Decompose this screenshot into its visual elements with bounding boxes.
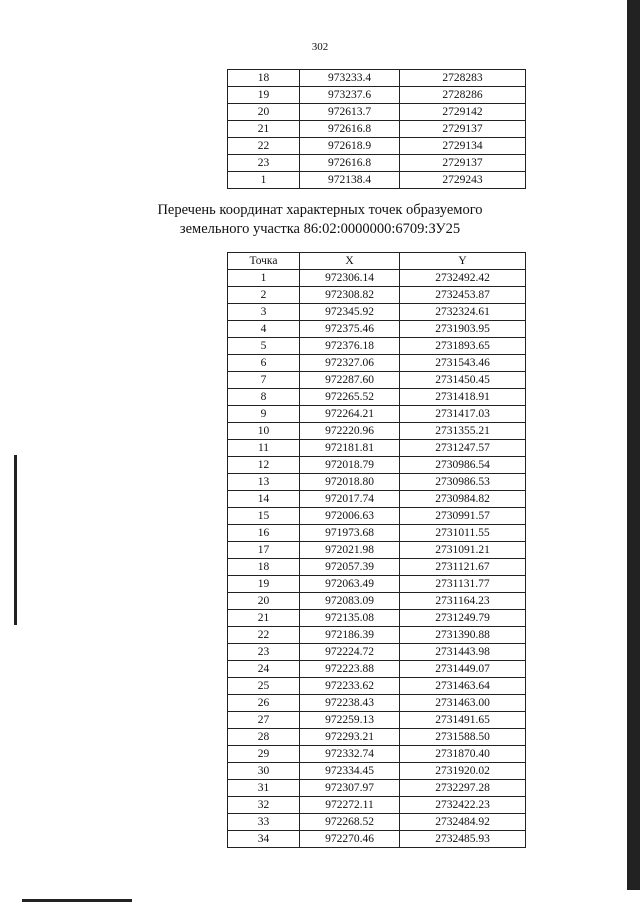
page-number: 302: [311, 41, 329, 53]
y-cell: 2732297.28: [400, 780, 526, 797]
y-cell: 2729137: [400, 155, 526, 172]
table-row: [228, 729, 526, 746]
header-y: Y: [400, 253, 526, 270]
point-cell: 13: [228, 474, 300, 491]
table-row: [228, 321, 526, 338]
x-cell: 972223.88: [300, 661, 400, 678]
table-row: [228, 172, 526, 189]
x-cell: 972616.8: [300, 155, 400, 172]
point-cell: 24: [228, 661, 300, 678]
y-cell: 2731131.77: [400, 576, 526, 593]
point-cell: 2: [228, 287, 300, 304]
table-row: [228, 644, 526, 661]
point-cell: 8: [228, 389, 300, 406]
table-row: [228, 712, 526, 729]
table-row: [228, 87, 526, 104]
point-cell: 18: [228, 559, 300, 576]
x-cell: 972220.96: [300, 423, 400, 440]
heading-line-2: земельного участка 86:02:0000000:6709:ЗУ25: [179, 221, 461, 237]
point-cell: 23: [228, 644, 300, 661]
x-cell: 972186.39: [300, 627, 400, 644]
x-cell: 973233.4: [300, 70, 400, 87]
y-cell: 2731390.88: [400, 627, 526, 644]
point-cell: 32: [228, 797, 300, 814]
x-cell: 972327.06: [300, 355, 400, 372]
table-row: [228, 372, 526, 389]
x-cell: 972224.72: [300, 644, 400, 661]
table-row: [228, 104, 526, 121]
y-cell: 2729142: [400, 104, 526, 121]
point-cell: 1: [228, 172, 300, 189]
table-row: [228, 814, 526, 831]
x-cell: 972259.13: [300, 712, 400, 729]
y-cell: 2732484.92: [400, 814, 526, 831]
x-cell: 972613.7: [300, 104, 400, 121]
x-cell: 972233.62: [300, 678, 400, 695]
y-cell: 2731355.21: [400, 423, 526, 440]
table-row: [228, 797, 526, 814]
scan-edge-left: [14, 455, 17, 625]
coordinates-table-continued: [227, 69, 526, 189]
scan-edge-right: [627, 0, 640, 890]
table-row: [228, 559, 526, 576]
header-x: X: [300, 253, 400, 270]
x-cell: 972135.08: [300, 610, 400, 627]
x-cell: 972083.09: [300, 593, 400, 610]
point-cell: 18: [228, 70, 300, 87]
x-cell: 972021.98: [300, 542, 400, 559]
y-cell: 2732492.42: [400, 270, 526, 287]
y-cell: 2732485.93: [400, 831, 526, 848]
table-row: [228, 304, 526, 321]
point-cell: 22: [228, 627, 300, 644]
x-cell: 972272.11: [300, 797, 400, 814]
table-row: [228, 121, 526, 138]
table-row: [228, 491, 526, 508]
table-row: [228, 474, 526, 491]
table-header-row: [228, 253, 526, 270]
table-row: [228, 389, 526, 406]
table-row: [228, 610, 526, 627]
table-row: [228, 508, 526, 525]
coordinates-table: [227, 252, 526, 848]
y-cell: 2731491.65: [400, 712, 526, 729]
y-cell: 2731249.79: [400, 610, 526, 627]
point-cell: 3: [228, 304, 300, 321]
point-cell: 29: [228, 746, 300, 763]
y-cell: 2731543.46: [400, 355, 526, 372]
table-row: [228, 593, 526, 610]
table-row: [228, 627, 526, 644]
table-row: [228, 457, 526, 474]
table-row: [228, 525, 526, 542]
heading-line-1: Перечень координат характерных точек образуемого: [157, 202, 483, 218]
x-cell: 972018.80: [300, 474, 400, 491]
point-cell: 23: [228, 155, 300, 172]
x-cell: 972238.43: [300, 695, 400, 712]
table-row: [228, 763, 526, 780]
point-cell: 21: [228, 121, 300, 138]
point-cell: 4: [228, 321, 300, 338]
table-row: [228, 270, 526, 287]
y-cell: 2731247.57: [400, 440, 526, 457]
y-cell: 2731463.64: [400, 678, 526, 695]
y-cell: 2729134: [400, 138, 526, 155]
table-row: [228, 287, 526, 304]
point-cell: 33: [228, 814, 300, 831]
table-row: [228, 138, 526, 155]
x-cell: 972307.97: [300, 780, 400, 797]
point-cell: 17: [228, 542, 300, 559]
y-cell: 2731903.95: [400, 321, 526, 338]
point-cell: 14: [228, 491, 300, 508]
y-cell: 2731417.03: [400, 406, 526, 423]
x-cell: 972057.39: [300, 559, 400, 576]
table-row: [228, 440, 526, 457]
y-cell: 2731011.55: [400, 525, 526, 542]
y-cell: 2730991.57: [400, 508, 526, 525]
table-row: [228, 423, 526, 440]
point-cell: 6: [228, 355, 300, 372]
point-cell: 20: [228, 104, 300, 121]
point-cell: 28: [228, 729, 300, 746]
x-cell: 972181.81: [300, 440, 400, 457]
y-cell: 2732422.23: [400, 797, 526, 814]
x-cell: 972268.52: [300, 814, 400, 831]
x-cell: 972017.74: [300, 491, 400, 508]
point-cell: 26: [228, 695, 300, 712]
y-cell: 2731449.07: [400, 661, 526, 678]
x-cell: 973237.6: [300, 87, 400, 104]
table-row: [228, 406, 526, 423]
y-cell: 2731091.21: [400, 542, 526, 559]
y-cell: 2731443.98: [400, 644, 526, 661]
point-cell: 12: [228, 457, 300, 474]
x-cell: 972138.4: [300, 172, 400, 189]
header-point: Точка: [228, 253, 300, 270]
y-cell: 2731893.65: [400, 338, 526, 355]
table-row: [228, 155, 526, 172]
y-cell: 2731164.23: [400, 593, 526, 610]
table-row: [228, 746, 526, 763]
x-cell: 972264.21: [300, 406, 400, 423]
y-cell: 2728286: [400, 87, 526, 104]
x-cell: 972306.14: [300, 270, 400, 287]
x-cell: 972006.63: [300, 508, 400, 525]
x-cell: 972063.49: [300, 576, 400, 593]
x-cell: 972265.52: [300, 389, 400, 406]
y-cell: 2729243: [400, 172, 526, 189]
scan-edge-bottom: [22, 899, 132, 902]
y-cell: 2732453.87: [400, 287, 526, 304]
point-cell: 7: [228, 372, 300, 389]
y-cell: 2731463.00: [400, 695, 526, 712]
y-cell: 2731121.67: [400, 559, 526, 576]
x-cell: 972293.21: [300, 729, 400, 746]
point-cell: 9: [228, 406, 300, 423]
x-cell: 972375.46: [300, 321, 400, 338]
y-cell: 2731920.02: [400, 763, 526, 780]
x-cell: 972618.9: [300, 138, 400, 155]
table-heading: [0, 201, 640, 239]
y-cell: 2730986.53: [400, 474, 526, 491]
x-cell: 972334.45: [300, 763, 400, 780]
point-cell: 30: [228, 763, 300, 780]
point-cell: 31: [228, 780, 300, 797]
table-row: [228, 355, 526, 372]
point-cell: 11: [228, 440, 300, 457]
y-cell: 2730984.82: [400, 491, 526, 508]
table-row: [228, 542, 526, 559]
point-cell: 16: [228, 525, 300, 542]
y-cell: 2730986.54: [400, 457, 526, 474]
point-cell: 1: [228, 270, 300, 287]
y-cell: 2731588.50: [400, 729, 526, 746]
point-cell: 21: [228, 610, 300, 627]
x-cell: 972376.18: [300, 338, 400, 355]
x-cell: 972616.8: [300, 121, 400, 138]
table-row: [228, 678, 526, 695]
table-row: [228, 831, 526, 848]
y-cell: 2728283: [400, 70, 526, 87]
y-cell: 2731418.91: [400, 389, 526, 406]
table-row: [228, 576, 526, 593]
y-cell: 2731450.45: [400, 372, 526, 389]
point-cell: 5: [228, 338, 300, 355]
x-cell: 972270.46: [300, 831, 400, 848]
point-cell: 20: [228, 593, 300, 610]
point-cell: 25: [228, 678, 300, 695]
x-cell: 972332.74: [300, 746, 400, 763]
x-cell: 971973.68: [300, 525, 400, 542]
point-cell: 10: [228, 423, 300, 440]
table-row: [228, 661, 526, 678]
x-cell: 972308.82: [300, 287, 400, 304]
y-cell: 2732324.61: [400, 304, 526, 321]
y-cell: 2731870.40: [400, 746, 526, 763]
y-cell: 2729137: [400, 121, 526, 138]
table-row: [228, 695, 526, 712]
x-cell: 972345.92: [300, 304, 400, 321]
x-cell: 972287.60: [300, 372, 400, 389]
x-cell: 972018.79: [300, 457, 400, 474]
point-cell: 15: [228, 508, 300, 525]
table-row: [228, 780, 526, 797]
point-cell: 19: [228, 576, 300, 593]
table-row: [228, 70, 526, 87]
point-cell: 27: [228, 712, 300, 729]
table-row: [228, 338, 526, 355]
point-cell: 34: [228, 831, 300, 848]
point-cell: 22: [228, 138, 300, 155]
point-cell: 19: [228, 87, 300, 104]
